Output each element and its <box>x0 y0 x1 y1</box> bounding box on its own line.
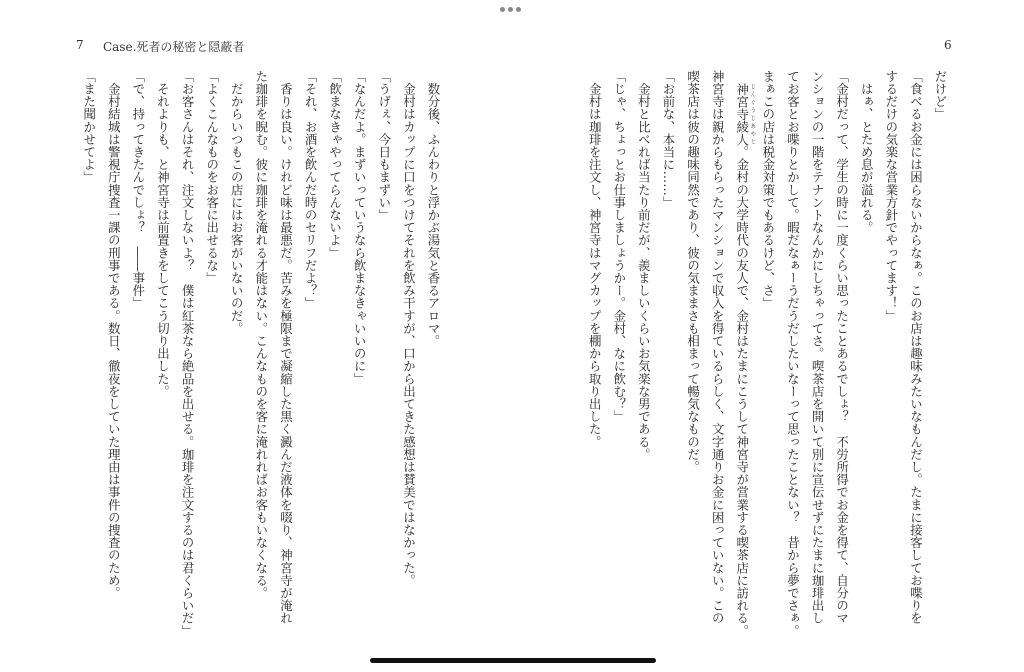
text-line: 「また聞かせてよ」 <box>81 70 97 184</box>
text-line: だからいつもこの店にはお客がいないのだ。 <box>229 70 245 335</box>
text-line: てお客とお喋りとかして。暇だなぁーうだうだしたいなーって思ったことない？ 昔から夢でさぁ。 <box>785 70 801 637</box>
ruby-reading: じんぐうじあやと <box>749 82 756 146</box>
text-line: 香りは良い。けれど味は最悪だ。苦みを極限まで凝縮した黒く澱んだ液体を啜り、神宮寺が淹れ <box>278 70 294 625</box>
text-line: 「食べるお金には困らないからなぁ。このお店は趣味みたいなもんだし。たまに接客してお喋りを <box>908 70 924 625</box>
text-line: 金村結城は警視庁捜査一課の刑事である。数日、徹夜をしていた理由は事件の捜査のため。 <box>106 70 122 600</box>
left-page-text <box>76 70 445 637</box>
text-line: 金村は珈琲を注文し、神宮寺はマグカップを棚から取り出した。 <box>587 70 603 448</box>
text-line: まぁこの店は税金対策でもあるけど、さ」 <box>760 70 776 310</box>
right-page-text <box>582 70 952 638</box>
text-line: た珈琲を睨む。彼に珈琲を淹れる才能はない。こんなものを客に淹れればお客もいなくなる。 <box>253 70 269 600</box>
text-line: 金村と比べれば当たり前だが、羨ましいくらいお気楽な男である。 <box>636 70 652 461</box>
text-line: するだけの気楽な営業方針でやってます！」 <box>883 70 899 322</box>
ruby-line-rest: 。金村の大学時代の友人で、金村はたまにこうして神宮寺が営業する喫茶店に訪れる。 <box>734 145 750 638</box>
text-line: 「じゃ、ちょっとお仕事しましょうかー。金村、なに飲む？」 <box>611 70 627 423</box>
text-line: 神宮寺は親からもらったマンションで収入を得ているらしく、文字通りお金に困っていない。この <box>710 70 726 625</box>
text-line: 「金村だって、学生の時に一度くらい思ったことあるでしょ？ 不労所得でお金を得て、自分のマ <box>834 70 850 625</box>
text-line: 喫茶店は彼の趣味同然であり、彼の気ままさも相まって暢気なものだ。 <box>685 70 701 474</box>
text-line: 金村はカップに口をつけてそれを飲み干すが、口から出てきた感想は賛美ではなかった。 <box>401 70 417 587</box>
text-line: 「で、持ってきたんでしょ？ ――事件」 <box>130 70 146 310</box>
text-line: 「飲まなきゃやってらんないよ」 <box>327 70 343 259</box>
text-line: はぁ、とため息が溢れる。 <box>859 70 875 234</box>
text-line: 「それ、お酒を飲んだ時のセリフだよ？」 <box>303 70 319 310</box>
text-line: 「よくこんなものをお客に出せるな」 <box>204 70 220 285</box>
text-line: 「なんだよ。まずいっていうなら飲まなきゃいいのに」 <box>352 70 368 385</box>
text-line: 「お前な、本当に……」 <box>660 70 676 209</box>
right-page-number: 6 <box>944 38 952 52</box>
running-title: Case.死者の秘密と隠蔽者 <box>103 40 245 54</box>
ruby-base: 神宮寺綾人 <box>734 82 750 146</box>
text-line: それよりも、と神宮寺は前置きをしてこう切り出した。 <box>155 70 171 398</box>
left-page-number: 7 <box>76 38 84 52</box>
ruby-name <box>734 82 756 146</box>
text-line: ンションの一階をテナントなんかにしちゃってさ。喫茶店を開いて別に宣伝せずにたまに珈琲出し <box>810 70 826 625</box>
text-line: 「うげぇ、今日もまずい」 <box>376 70 392 222</box>
home-indicator[interactable] <box>370 658 656 663</box>
three-dots-icon[interactable] <box>500 7 521 12</box>
text-line: だけど」 <box>933 70 948 121</box>
indent <box>735 70 750 83</box>
text-line: 「お客さんはそれ、注文しないよ？ 僕は紅茶なら絶品を出せる。珈琲を注文するのは君くらいだ」 <box>180 70 196 637</box>
text-line <box>729 70 756 638</box>
text-line: 数分後、ふんわりと浮かぶ湯気と香るアロマ。 <box>426 70 441 348</box>
